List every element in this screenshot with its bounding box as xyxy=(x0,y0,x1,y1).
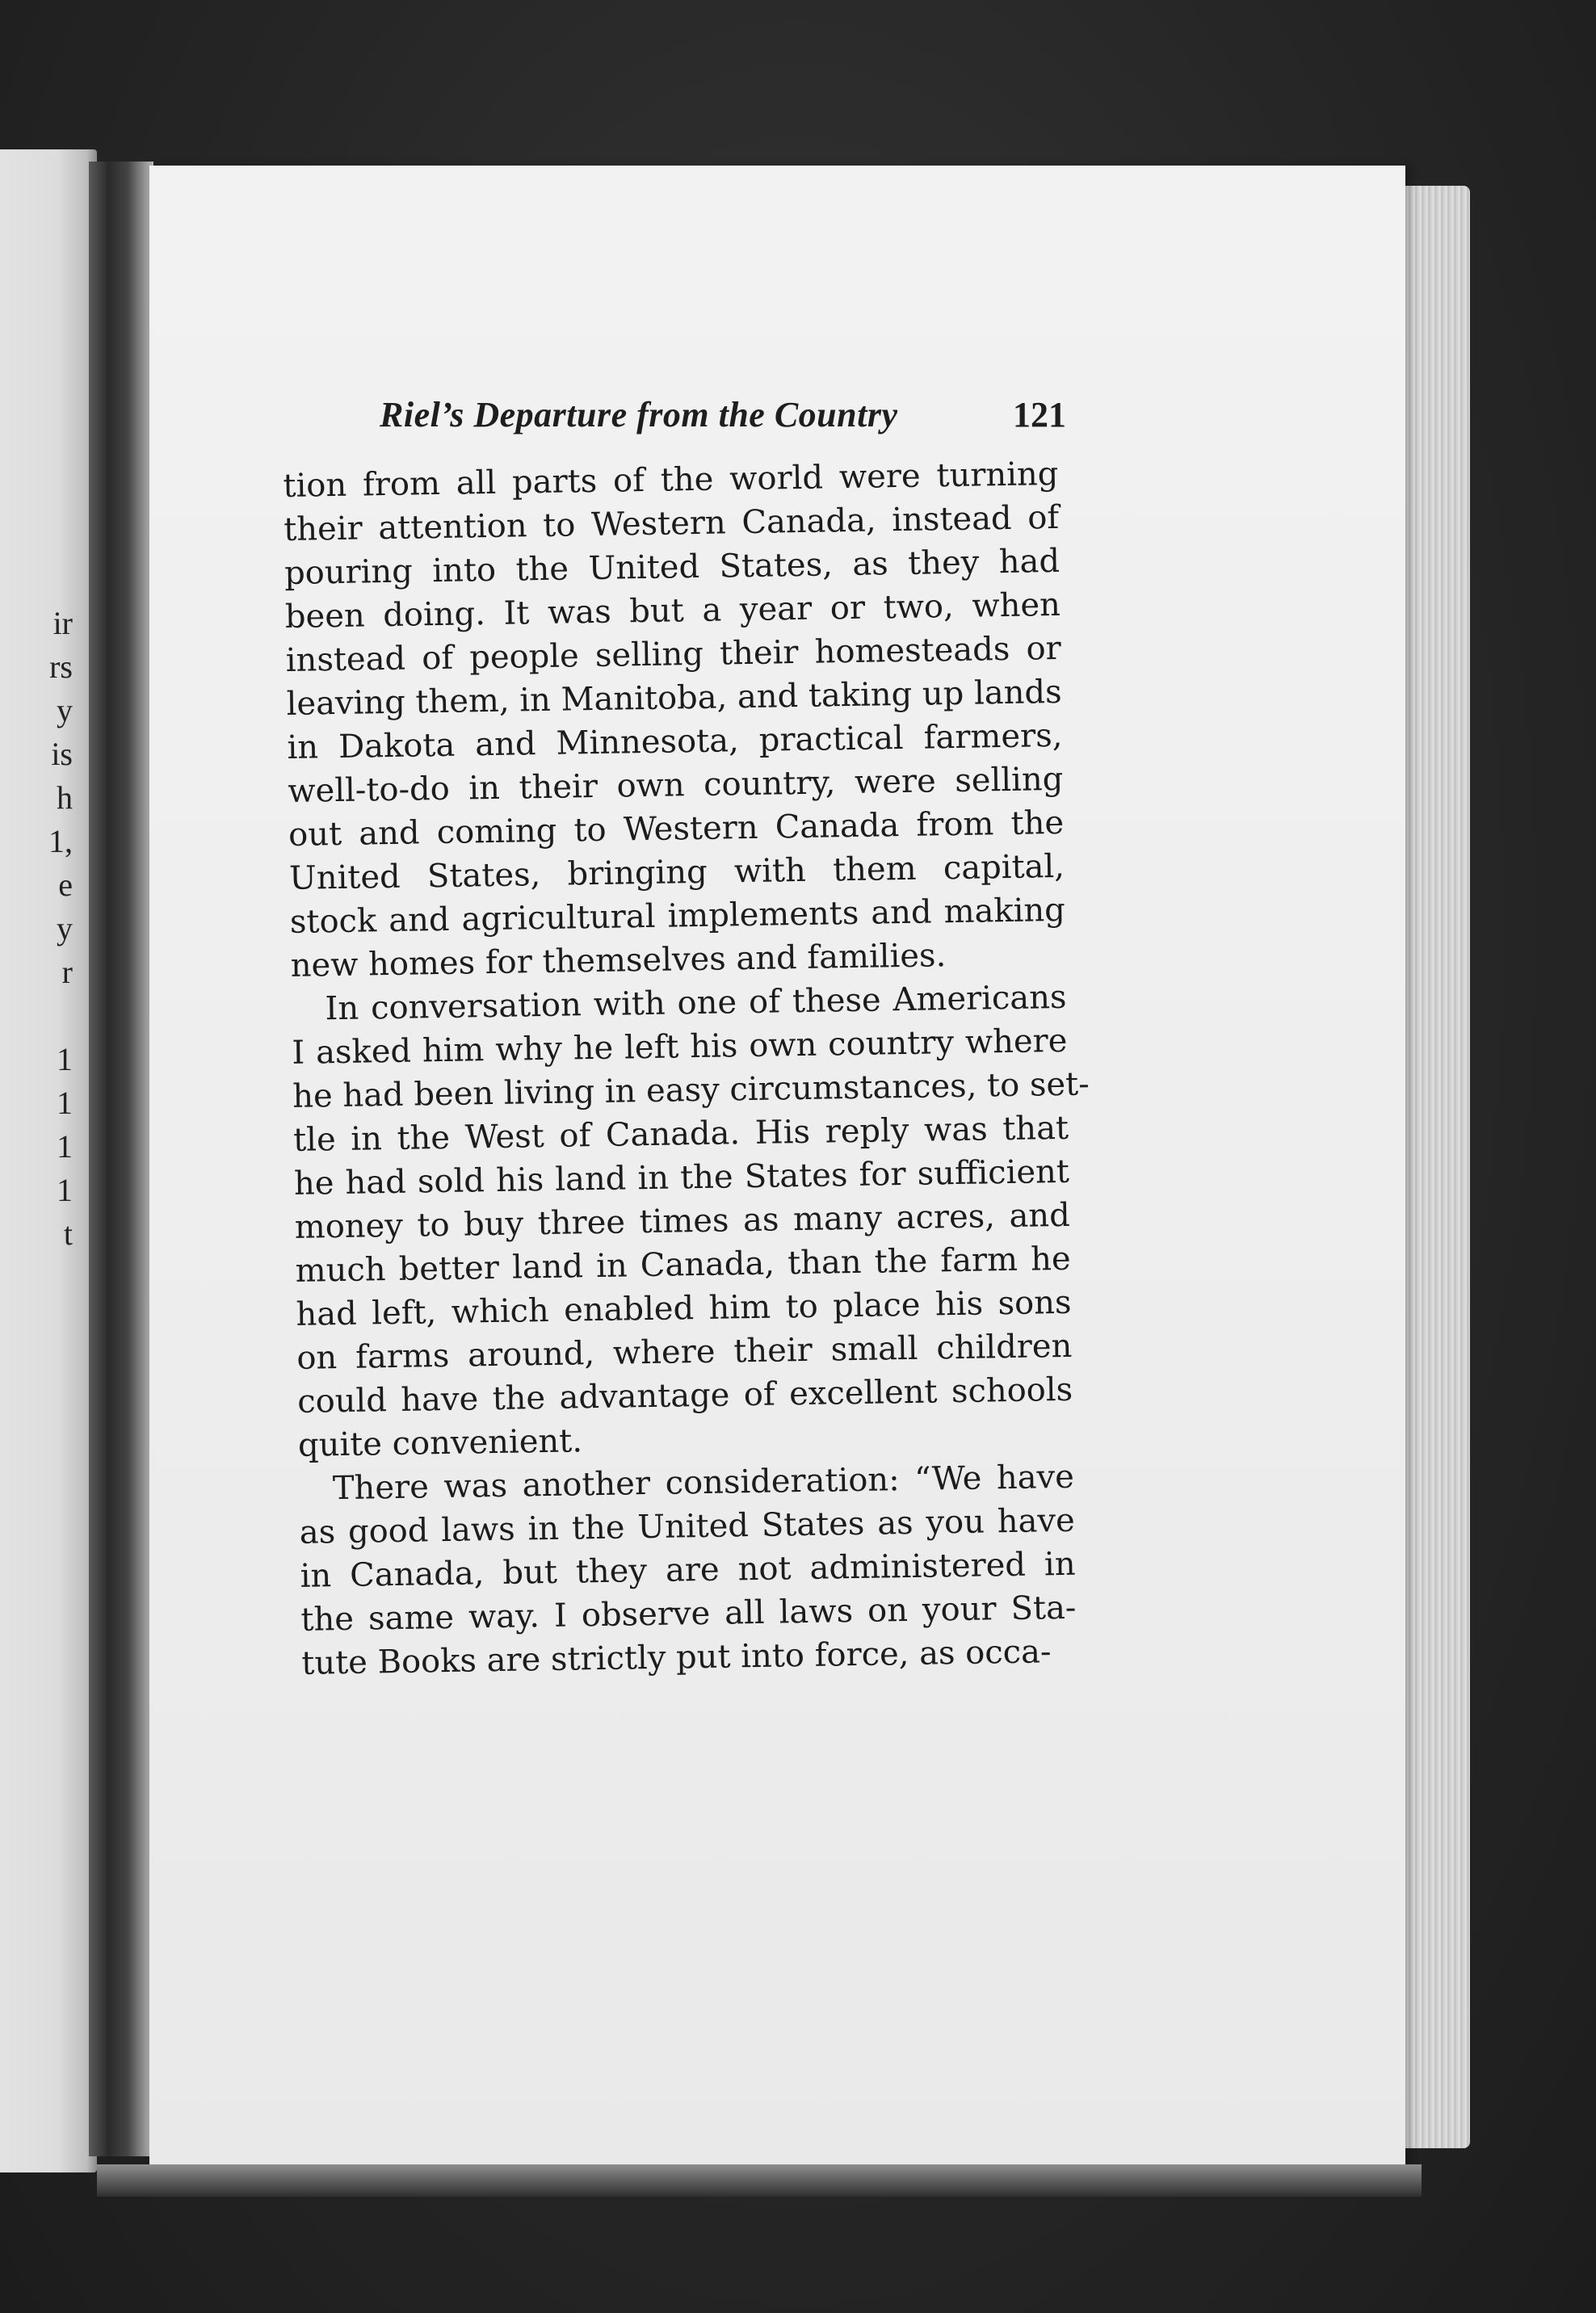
left-page-fragment: ir xyxy=(52,605,73,641)
paragraph xyxy=(291,976,1090,1467)
text-line: much better land in Canada, than the farm he xyxy=(295,1240,1071,1290)
left-page-fragment: y xyxy=(57,910,73,947)
text-line: tle in the West of Canada. His reply was that xyxy=(292,1109,1069,1159)
page-bottom-shadow xyxy=(97,2164,1422,2197)
text-line: in Dakota and Minnesota, practical farmers, xyxy=(287,716,1063,766)
paragraph xyxy=(299,1455,1077,1685)
text-line: tion from all parts of the world were turning xyxy=(283,455,1059,505)
text-line: stock and agricultural implements and making xyxy=(289,891,1066,941)
book-gutter xyxy=(89,162,153,2156)
text-line: as good laws in the United States as you have xyxy=(299,1501,1076,1551)
text-line: he had sold his land in the States for sufficient xyxy=(293,1152,1070,1203)
text-line: well-to-do in their own country, were selling xyxy=(288,760,1064,810)
text-line: I asked him why he left his own country where xyxy=(292,1022,1068,1072)
page-number: 121 xyxy=(1013,395,1066,434)
left-page-fragment: r xyxy=(61,954,73,990)
left-page-fragment: 1 xyxy=(57,1041,73,1077)
text-line: he had been living in easy circumstances, to set- xyxy=(292,1065,1090,1115)
text-line: money to buy three times as many acres, and xyxy=(294,1196,1071,1246)
text-line: been doing. It was but a year or two, when xyxy=(284,586,1061,636)
page-header xyxy=(380,394,1066,443)
left-page-fragment: is xyxy=(51,736,73,772)
text-line: the same way. I observe all laws on your Sta- xyxy=(300,1589,1077,1639)
left-page-fragment xyxy=(0,994,73,1038)
left-page-fragment: 1 xyxy=(57,1128,73,1165)
left-page-fragment: rs xyxy=(49,649,73,685)
text-line: leaving them, in Manitoba, and taking up lands xyxy=(286,673,1062,723)
left-page-fragment: 1 xyxy=(57,1172,73,1208)
text-line: on farms around, where their small children xyxy=(296,1327,1073,1377)
left-page-fragment: 1 xyxy=(57,1085,73,1121)
left-page-fragment: y xyxy=(57,692,73,728)
text-line: out and coming to Western Canada from the xyxy=(288,804,1065,854)
text-line: There was another consideration: “We have xyxy=(332,1458,1075,1508)
left-page-text-fragments xyxy=(0,602,73,1256)
text-line: could have the advantage of excellent schools xyxy=(296,1371,1073,1421)
text-line: tute Books are strictly put into force, as occa- xyxy=(300,1633,1052,1682)
running-head: Riel’s Departure from the Country xyxy=(380,395,898,434)
left-page-fragment: 1, xyxy=(48,823,73,859)
body-text xyxy=(283,452,1090,1685)
text-line: In conversation with one of these Americans xyxy=(325,978,1067,1028)
text-line: instead of people selling their homesteads or xyxy=(285,629,1062,679)
text-line: new homes for themselves and families. xyxy=(290,937,947,984)
text-line: pouring into the United States, as they had xyxy=(284,542,1060,592)
text-line: their attention to Western Canada, instead of xyxy=(283,498,1060,548)
left-page-fragment: t xyxy=(63,1215,73,1252)
left-facing-page xyxy=(0,149,97,2172)
text-line: had left, which enabled him to place his sons xyxy=(296,1283,1072,1333)
left-page-fragment: h xyxy=(57,779,73,816)
text-line: in Canada, but they are not administered in xyxy=(300,1545,1076,1595)
paragraph xyxy=(283,452,1066,988)
left-page-fragment: e xyxy=(58,867,73,903)
text-line: United States, bringing with them capital, xyxy=(288,847,1065,897)
text-line: quite convenient. xyxy=(297,1422,583,1464)
